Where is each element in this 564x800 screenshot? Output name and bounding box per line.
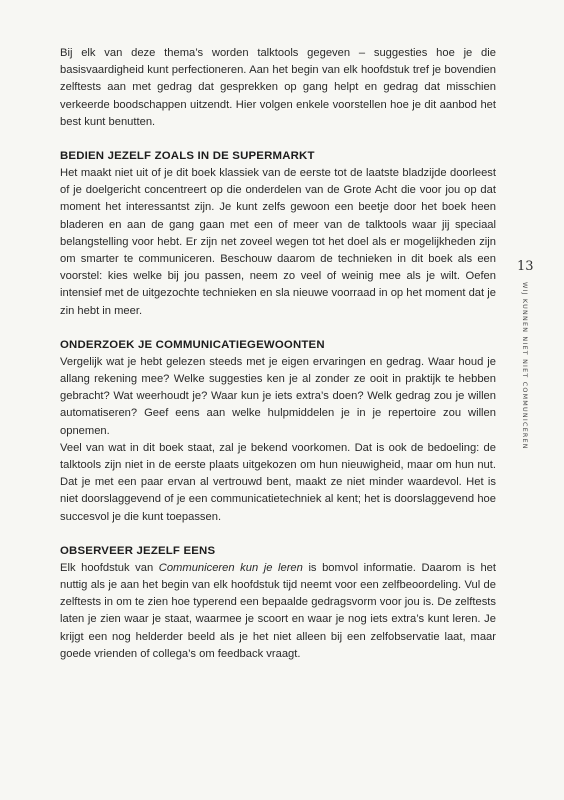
section-paragraph-communicatiegewoonten-2: Veel van wat in dit boek staat, zal je bekend voorkomen. Dat is ook de bedoeling: de talktools zijn niet in de eerste plaats uitgekozen om hun nieuwigheid, maar om hun nut. Dat je met een paar ervan al vertrouwd bent, maakt ze niet minder waardevol. Het is niet doorslaggevend of je een communicatietechniek al kent; het is doorslaggevend hoe succesvol je die kunt toepassen. [60,441,496,523]
section-heading-supermarkt: BEDIEN JEZELF ZOALS IN DE SUPERMARKT [60,150,315,163]
running-head: WIJ KUNNEN NIET NIET COMMUNICEREN [521,282,529,450]
section-paragraph-supermarkt: Het maakt niet uit of je dit boek klassiek van de eerste tot de laatste bladzijde doorleest of je doelgericht concentreert op die onderdelen van de Grote Acht die voor jou op dat moment het interessantst zijn. Je kunt zelfs gewoon een beetje door het boek heen bladeren en aan de gang gaan met een of meer van de talktools waar jij speciaal belangstelling voor hebt. Er zijn net zoveel wegen tot het doel als er mogelijkheden zijn om smarter te communiceren. Beschouw daarom de technieken in dit boek als een voorstel: kies welke bij jou passen, neem zo veel of weinig mee als je wilt. Oefen intensief met de uitgezochte technieken en sla nieuwe voorraad in op het moment dat je zin hebt in meer. [60,167,496,317]
page-number: 13 [517,259,534,274]
section-paragraph-observeer [60,560,496,663]
section-heading-observeer: OBSERVEER JEZELF EENS [60,544,216,557]
section-paragraph-communicatiegewoonten-1: Vergelijk wat je hebt gelezen steeds met je eigen ervaringen en gedrag. Waar houd je allang rekening mee? Welke suggesties ken je al zonder ze ooit in praktijk te hebben gebracht? Wat weerhoudt je? Waar kun je iets extra’s doen? Welk gedrag zou je willen automatiseren? Geef eens aan welke hulpmiddelen je in je repertoire zou willen opnemen. [60,355,496,437]
book-title-italic: Communiceren kun je leren [158,561,303,574]
intro-paragraph: Bij elk van deze thema’s worden talktools gegeven – suggesties hoe je die basisvaardigheid kunt perfectioneren. Aan het begin van elk hoofdstuk tref je bovendien zelftests aan met gedrag dat gesprekken op gang helpt en gedrag dat misschien verkeerde boodschappen uitzendt. Hier volgen enkele voorstellen hoe je dit aanbod het best kunt benutten. [60,47,496,128]
page-body [60,45,496,663]
paragraph-text-end: is bomvol informatie. Daarom is het nuttig als je aan het begin van elk hoofdstuk tijd neemt voor een zelfbeoordeling. Vul de zelftests in om te zien hoe typerend een bepaalde gedragsvorm voor jou is. De zelftests laten je zien waar je staat, waarmee je scoort en waar je nog iets extra’s kunt leren. Je krijgt een nog helderder beeld als je het niet alleen bij een zelfobservatie laat, maar goede vrienden of collega’s om feedback vraagt. [60,561,496,660]
paragraph-text-start: Elk hoofdstuk van [60,561,159,574]
section-heading-communicatiegewoonten: ONDERZOEK JE COMMUNICATIEGEWOONTEN [60,338,325,351]
